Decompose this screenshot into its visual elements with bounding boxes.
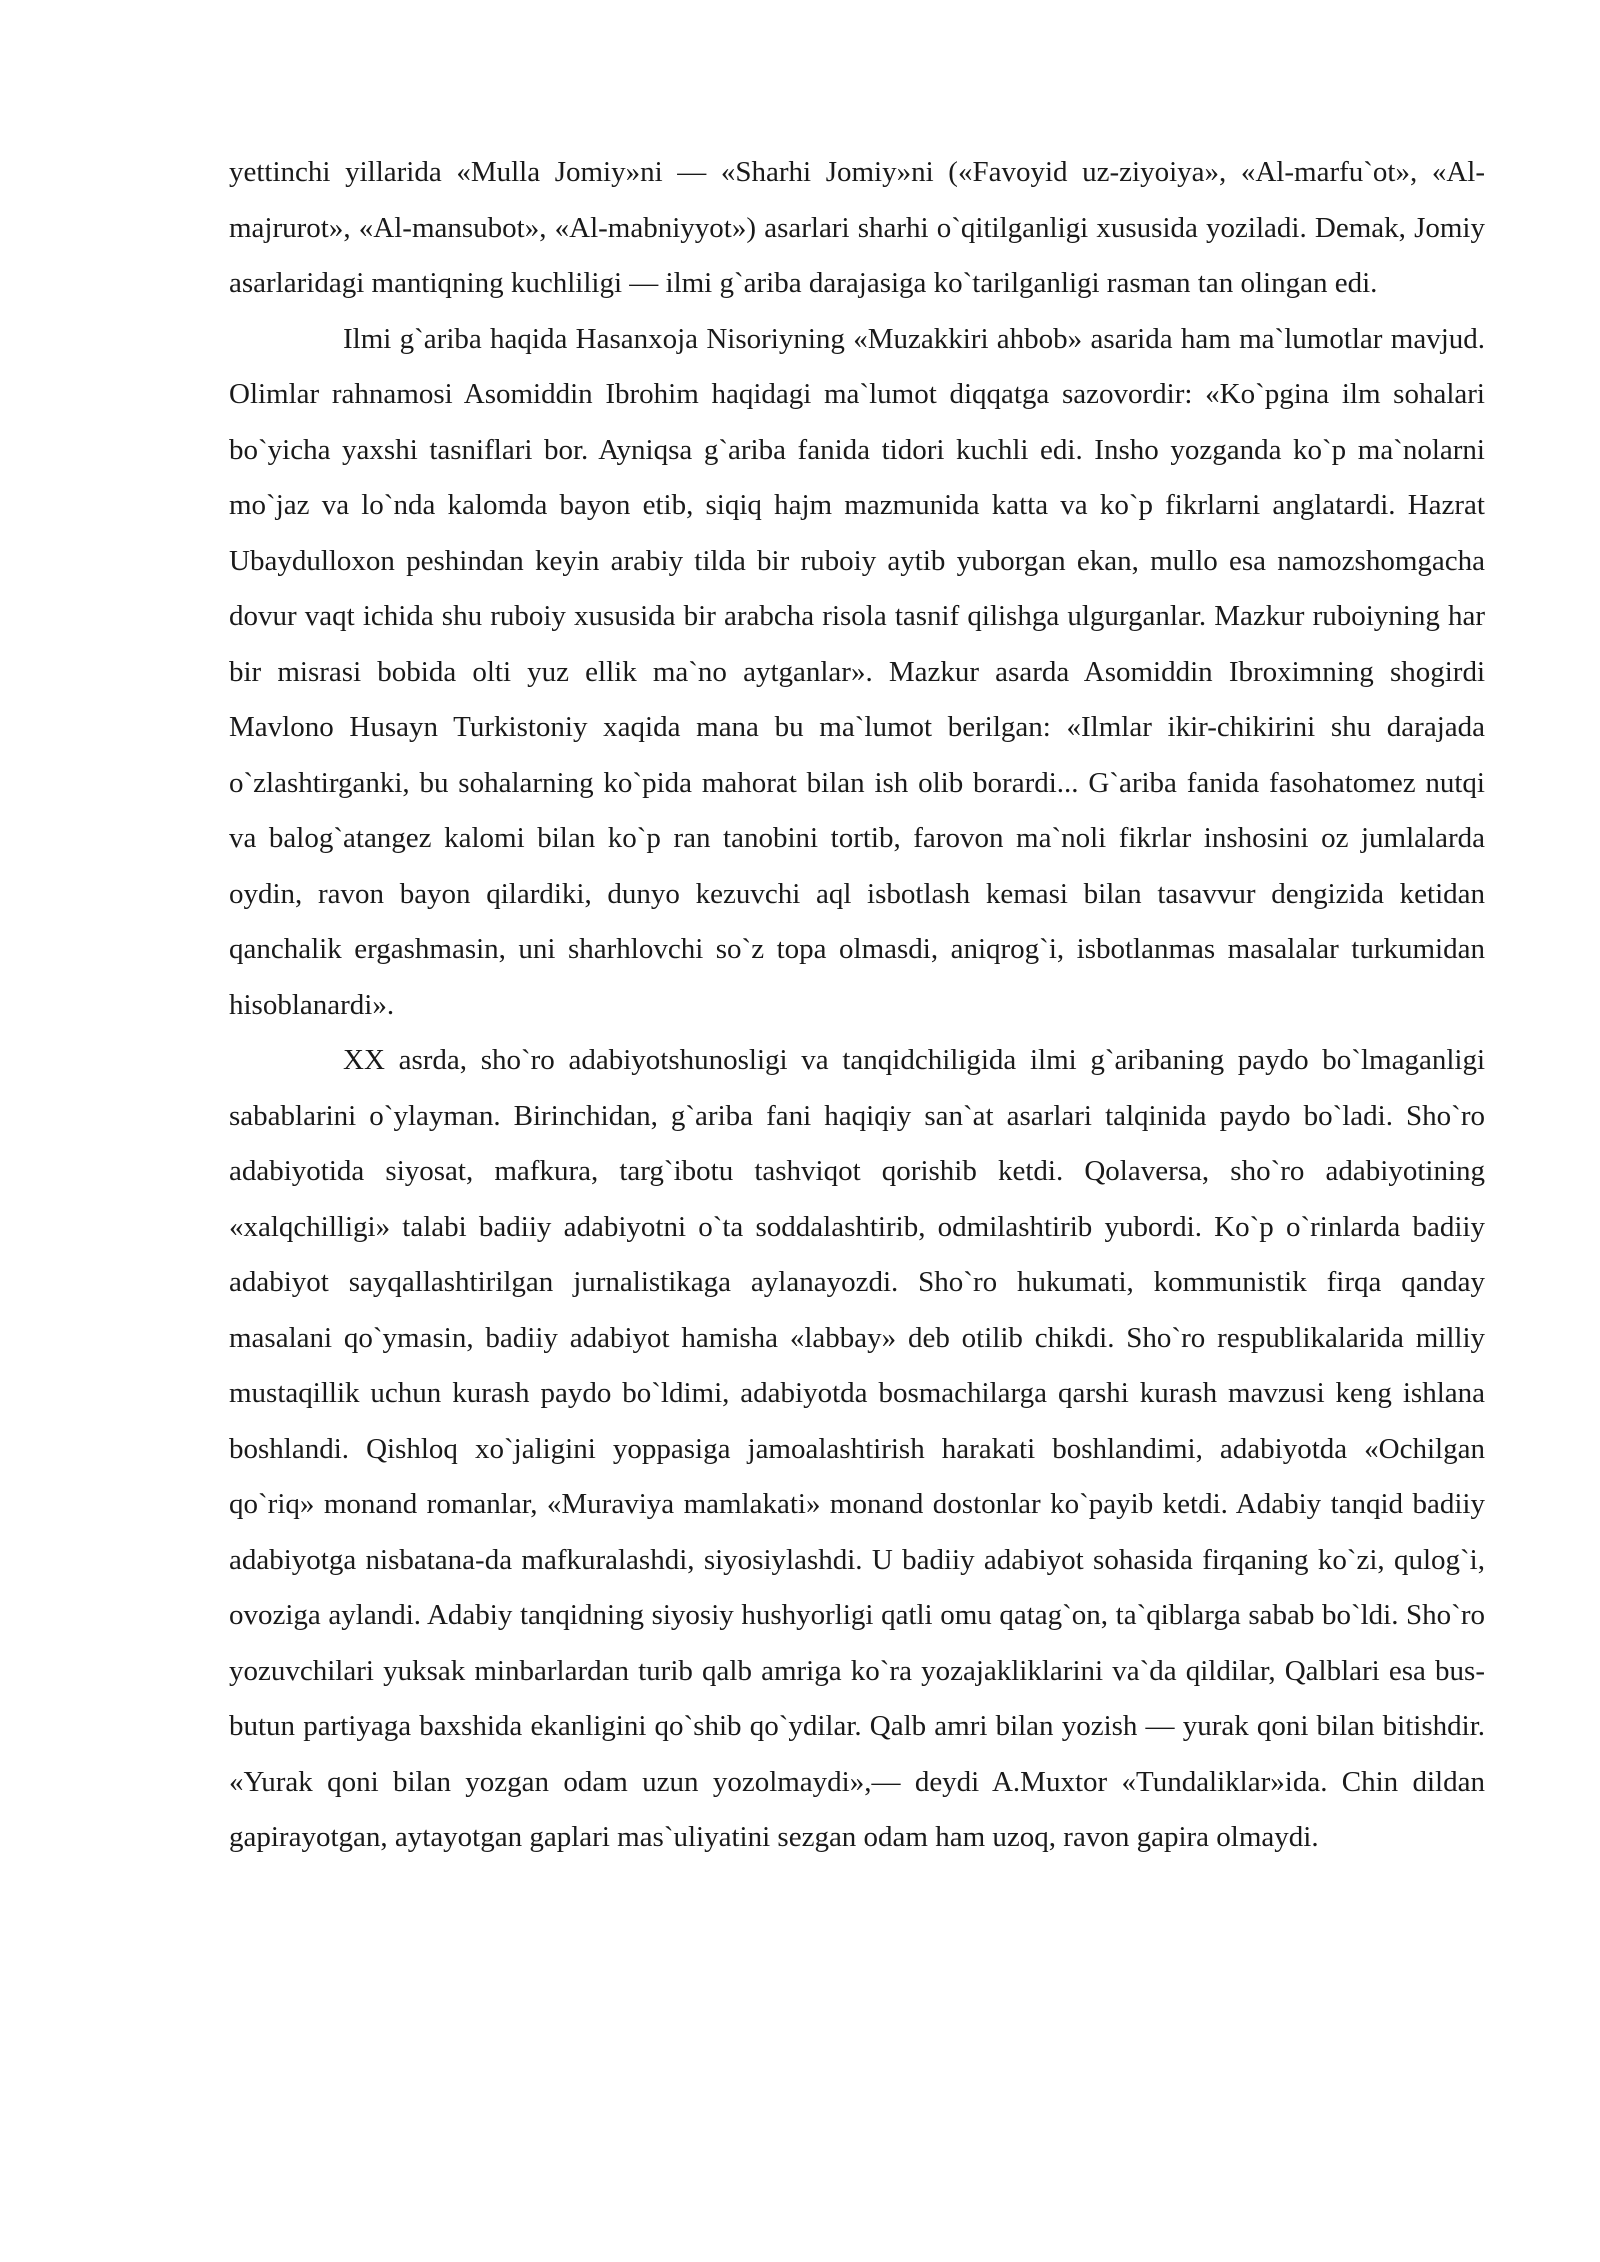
paragraph-xx-asrda: XX asrda, sho`ro adabiyotshunosligi va tanqidchiligida ilmi g`aribaning paydo bo`lmaganligi sabablarini o`ylayman. Birinchidan, g`ariba fani haqiqiy san`at asarlari talqinida paydo bo`ladi. Sho`ro adabiyotida siyosat, mafkura, targ`ibotu tashviqot qorishib ketdi. Qolaversa, sho`ro adabiyotining «xalqchilligi» talabi badiiy adabiyotni o`ta soddalashtirib, odmilashtirib yubordi. Ko`p o`rinlarda badiiy adabiyot sayqallashtirilgan jurnalistikaga aylanayozdi. Sho`ro hukumati, kommunistik firqa qanday masalani qo`ymasin, badiiy adabiyot hamisha «labbay» deb otilib chikdi. Sho`ro respublikalarida milliy mustaqillik uchun kurash paydo bo`ldimi, adabiyotda bosmachilarga qarshi kurash mavzusi keng ishlana boshlandi. Qishloq xo`jaligini yoppasiga jamoalashtirish harakati boshlandimi, adabiyotda «Ochilgan qo`riq» monand romanlar, «Muraviya mamlakati» monand dostonlar ko`payib ketdi. Adabiy tanqid badiiy adabiyotga nisbatana-da mafkuralashdi, siyosiylashdi. U badiiy adabiyot sohasida firqaning ko`zi, qulog`i, ovoziga aylandi. Adabiy tanqidning siyosiy hushyorligi qatli omu qatag`on, ta`qiblarga sabab bo`ldi. Sho`ro yozuvchilari yuksak minbarlardan turib qalb amriga ko`ra yozajakliklarini va`da qildilar, Qalblari esa bus-butun partiyaga baxshida ekanligini qo`shib qo`ydilar. Qalb amri bilan yozish — yurak qoni bilan bitishdir. «Yurak qoni bilan yozgan odam uzun yozolmaydi»,— deydi A.Muxtor «Tundaliklar»ida. Chin dildan gapirayotgan, aytayotgan gaplari mas`uliyatini sezgan odam ham uzoq, ravon gapira olmaydi. — [229, 1044, 1485, 1853]
body-text — [229, 145, 1485, 1866]
paragraph-ilmi-gariba: Ilmi g`ariba haqida Hasanxoja Nisoriyning «Muzakkiri ahbob» asarida ham ma`lumotlar mavjud. Olimlar rahnamosi Asomiddin Ibrohim haqidagi ma`lumot diqqatga sazovordir: «Ko`pgina ilm sohalari bo`yicha yaxshi tasniflari bor. Ayniqsa g`ariba fanida tidori kuchli edi. Insho yozganda ko`p ma`nolarni mo`jaz va lo`nda kalomda bayon etib, siqiq hajm mazmunida katta va ko`p fikrlarni anglatardi. Hazrat Ubaydulloxon peshindan keyin arabiy tilda bir ruboiy aytib yuborgan ekan, mullo esa namozshomgacha dovur vaqt ichida shu ruboiy xususida bir arabcha risola tasnif qilishga ulgurganlar. Mazkur ruboiyning har bir misrasi bobida olti yuz ellik ma`no aytganlar». Mazkur asarda Asomiddin Ibroximning shogirdi Mavlono Husayn Turkistoniy xaqida mana bu ma`lumot berilgan: «Ilmlar ikir-chikirini shu darajada o`zlashtirganki, bu sohalarning ko`pida mahorat bilan ish olib borardi... G`ariba fanida fasohatomez nutqi va balog`atangez kalomi bilan ko`p ran tanobini tortib, farovon ma`noli fikrlar inshosini oz jumlalarda oydin, ravon bayon qilardiki, dunyo kezuvchi aql isbotlash kemasi bilan tasavvur dengizida ketidan qanchalik ergashmasin, uni sharhlovchi so`z topa olmasdi, aniqrog`i, isbotlanmas masalalar turkumidan hisoblanardi». — [229, 322, 1485, 1021]
paragraph-continuation: yettinchi yillarida «Mulla Jomiy»ni — «Sharhi Jomiy»ni («Favoyid uz-ziyoiya», «Al-marfu`ot», «Al-majrurot», «Al-mansubot», «Al-mabniyyot») asarlari sharhi o`qitilganligi xususida yoziladi. Demak, Jomiy asarlaridagi mantiqning kuchliligi — ilmi g`ariba darajasiga ko`tarilganligi rasman tan olingan edi. — [229, 156, 1485, 299]
